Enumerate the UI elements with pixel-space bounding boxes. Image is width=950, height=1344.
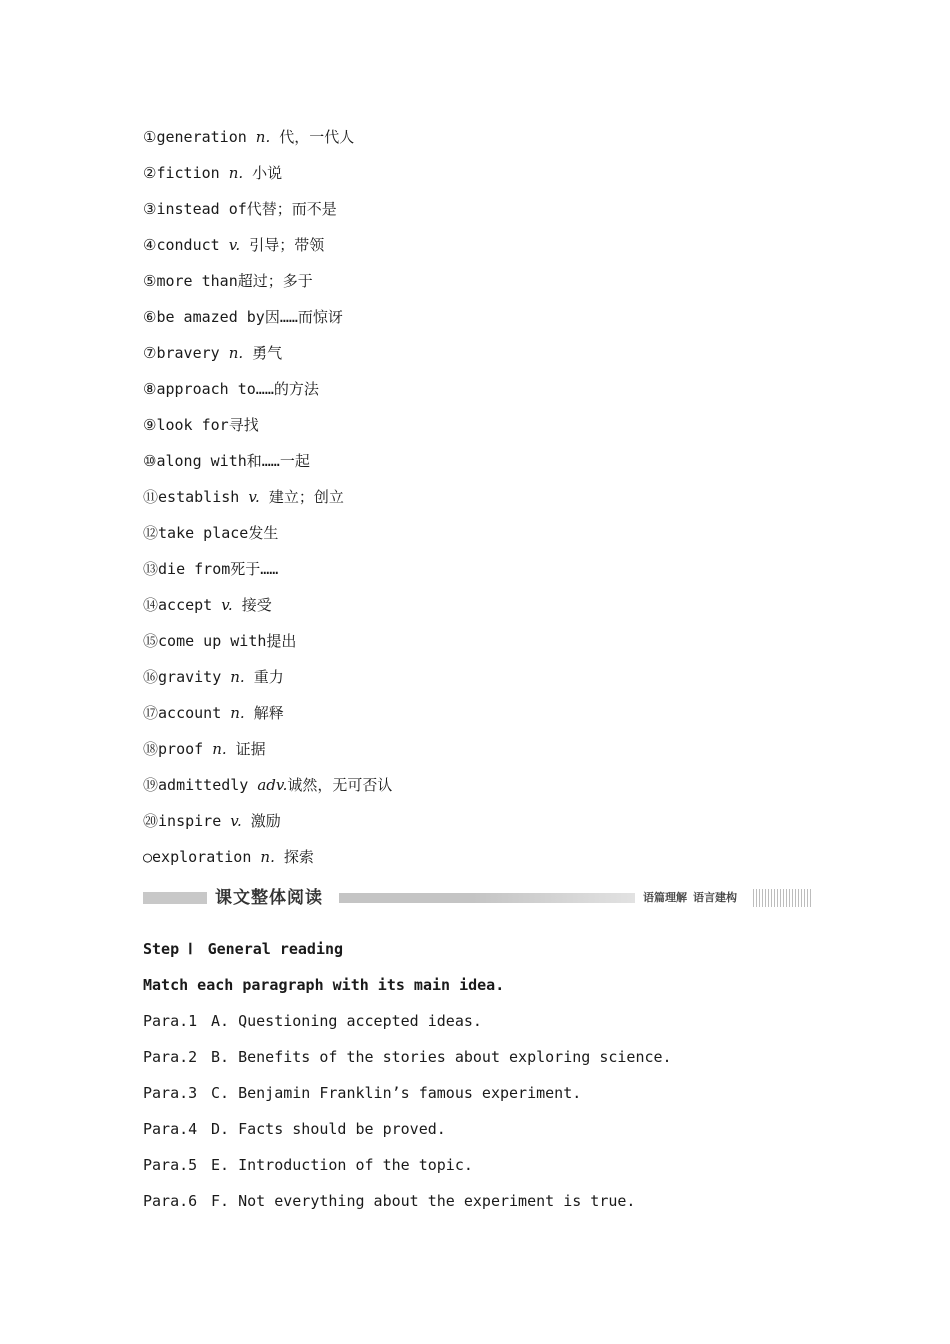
vocab-item: ⑬die from死于…… [143,560,279,578]
vocab-item: ⑩along with和……一起 [143,452,310,470]
vocab-item: ③instead of代替；而不是 [143,200,337,218]
vocab-item: ⑭accept v. 接受 [143,596,272,614]
vocab-item: ④conduct v. 引导；带领 [143,236,325,254]
main-idea: E. Introduction of the topic. [211,1156,473,1174]
vocab-item: ⑨look for寻找 [143,416,259,434]
match-row [143,1008,823,1044]
vocab-item: ⑮come up with提出 [143,632,297,650]
para-label: Para.4 [143,1120,198,1138]
vocab-item: ○exploration n. 探索 [143,848,314,866]
vocab-item: ⑲admittedly adv.诚然，无可否认 [143,776,393,794]
vocab-item: ⑥be amazed by因……而惊讶 [143,308,343,326]
match-row [143,1044,823,1080]
vocab-item: ⑧approach to……的方法 [143,380,319,398]
vocab-item: ⑳inspire v. 激励 [143,812,281,830]
vocab-item: ⑪establish v. 建立；创立 [143,488,344,506]
section-title: 课文整体阅读 [215,888,323,908]
main-idea: B. Benefits of the stories about exploring science. [211,1048,672,1066]
section-bar-middle-block [339,893,635,903]
main-idea: A. Questioning accepted ideas. [211,1012,482,1030]
match-row [143,1152,823,1188]
vocab-item: ⑱proof n. 证据 [143,740,266,758]
para-label: Para.1 [143,1012,198,1030]
vocab-item: ⑫take place发生 [143,524,279,542]
section-tags [643,886,743,910]
section-tag: 语言建构 [693,891,737,904]
step-title: Step Ⅰ General reading [143,940,344,958]
section-bar-stripes [753,889,813,907]
main-idea: F. Not everything about the experiment is true. [211,1192,636,1210]
match-row [143,1080,823,1116]
main-idea: C. Benjamin Franklin’s famous experiment. [211,1084,582,1102]
vocab-item: ②fiction n. 小说 [143,164,283,182]
section-tag: 语篇理解 [643,891,687,904]
main-idea: D. Facts should be proved. [211,1120,446,1138]
instruction: Match each paragraph with its main idea. [143,976,505,994]
para-label: Para.6 [143,1192,198,1210]
section-bar-left-block [143,892,207,904]
match-row [143,1188,823,1224]
general-reading-section [143,936,823,1224]
para-label: Para.5 [143,1156,198,1174]
match-row [143,1116,823,1152]
section-header-bar [143,886,813,910]
vocab-item: ⑦bravery n. 勇气 [143,344,283,362]
vocabulary-list [143,124,803,880]
vocab-item: ⑯gravity n. 重力 [143,668,284,686]
para-label: Para.3 [143,1084,198,1102]
para-label: Para.2 [143,1048,198,1066]
vocab-item: ⑰account n. 解释 [143,704,284,722]
vocab-item: ①generation n. 代，一代人 [143,128,355,146]
vocab-item: ⑤more than超过；多于 [143,272,313,290]
